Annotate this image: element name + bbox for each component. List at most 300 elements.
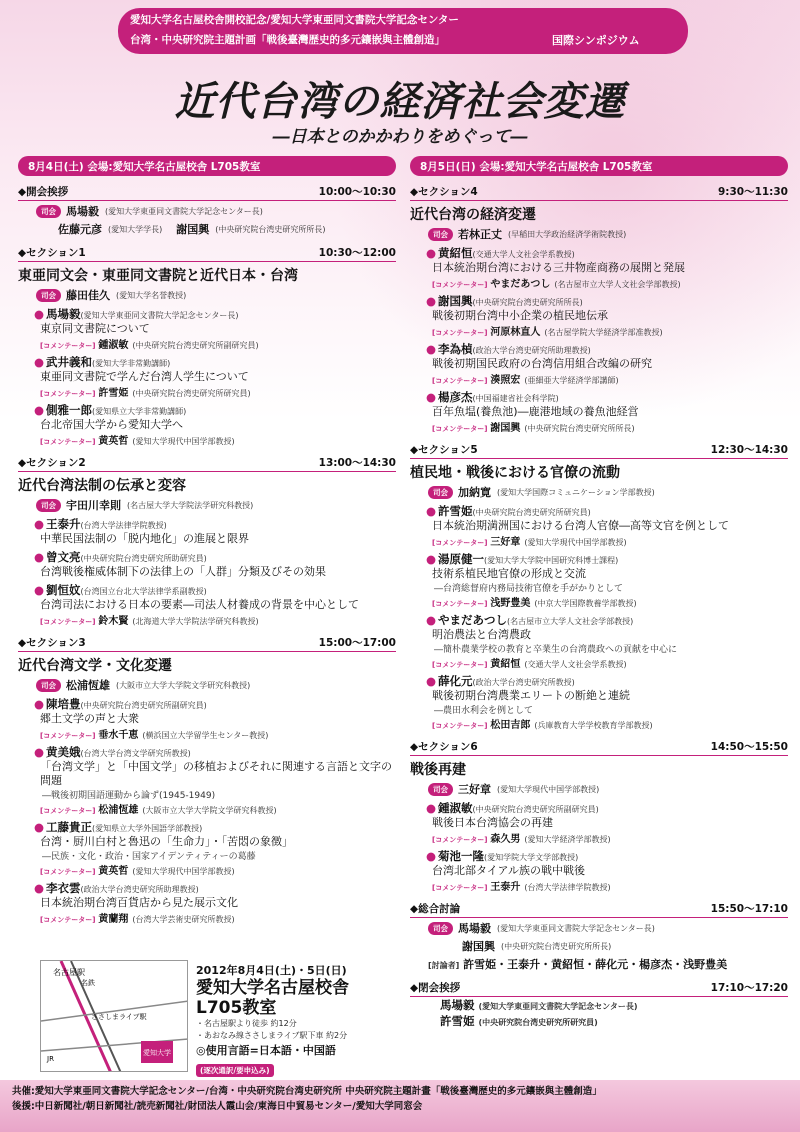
bullet-icon: ● (34, 307, 45, 321)
chair-tag: 司会 (428, 486, 453, 499)
presentation (426, 341, 788, 386)
presentation-subtitle: ―戦後初期国語運動から論ず(1945-1949) (42, 791, 216, 801)
presenter (426, 293, 788, 309)
commentator-name: 謝国興 (490, 423, 521, 434)
event-date: 2012年8月4日(土)・5日(日) (196, 964, 347, 977)
presentation-title: 明治農法と台湾農政 (432, 628, 531, 641)
day1-sections (18, 245, 396, 925)
opening-time: 10:00～10:30 (318, 186, 396, 198)
presenter (34, 696, 396, 712)
presentation-title: 中華民国法制の「脱内地化」の進展と限界 (40, 532, 249, 545)
presenter (426, 389, 788, 405)
commentator-affiliation: (愛知大学現代中国学部教授) (132, 437, 235, 446)
organizer-line-1: 愛知大学名古屋校舎開校記念/愛知大学東亜同文書院大学記念センター (130, 14, 459, 26)
presenter-affiliation: (中央研究院台湾史研究所所長) (472, 298, 583, 307)
chair-tag: 司会 (36, 289, 61, 302)
poster-subtitle: ―日本とのかかわりをめぐって― (272, 127, 528, 147)
day2-header: 8月5日(日) 会場:愛知大学名古屋校舎 L705教室 (410, 156, 788, 176)
presentation (426, 293, 788, 338)
chair-name: 松浦恆雄 (66, 679, 110, 692)
presentation (34, 819, 396, 877)
opening-head: ◆開会挨拶 (18, 186, 69, 198)
presentation-subtitle: ―農田水利会を例として (434, 706, 534, 716)
section-chair (36, 677, 396, 693)
presentation-title: 東亜同文書院で学んだ台湾人学生について (40, 370, 249, 383)
discussion-head: ◆総合討論 (410, 903, 461, 915)
bullet-icon: ● (34, 745, 45, 759)
presenter (426, 612, 788, 628)
commentator-tag: [コメンテーター] (40, 868, 96, 876)
section (410, 739, 788, 893)
map-label-sasashima: ささしまライブ駅 (91, 1013, 147, 1021)
section-label: ◆セクション6 (410, 741, 478, 753)
commentator (432, 716, 788, 731)
venue-name: 愛知大学名古屋校舎 (196, 978, 349, 998)
commentator-tag: [コメンテーター] (40, 807, 96, 815)
section-title: 近代台湾の経済変遷 (410, 207, 536, 223)
commentator-name: 松田吉郎 (490, 720, 531, 731)
commentator-affiliation: (愛知大学経済学部教授) (524, 835, 611, 844)
presentation (426, 800, 788, 845)
presenter-affiliation: (交通大学人文社会学系教授) (472, 250, 575, 259)
presentation (34, 306, 396, 351)
presentation (426, 503, 788, 548)
bullet-icon: ● (34, 403, 45, 417)
presenter-name: 菊池一隆 (438, 849, 485, 863)
commentator-name: 許雪姫 (98, 388, 129, 399)
commentator (40, 336, 396, 351)
presenter-name: 側雅一郎 (46, 403, 93, 417)
commentator-affiliation: (愛知大学現代中国学部教授) (524, 538, 627, 547)
section-label: ◆セクション2 (18, 457, 86, 469)
chair-name: 馬場毅 (458, 922, 491, 935)
commentator-tag: [コメンテーター] (432, 722, 488, 730)
presenter-name: 工藤貴正 (46, 820, 93, 834)
bullet-icon: ● (426, 342, 437, 356)
presenter-affiliation: (愛知大学東亜同文書院大学記念センター長) (80, 311, 239, 320)
closing-head: ◆閉会挨拶 (410, 982, 461, 994)
presentation-title: 郷土文学の声と大衆 (40, 712, 139, 725)
commentator-affiliation: (亜細亜大学経済学部講師) (524, 376, 619, 385)
language-info (196, 1042, 406, 1058)
panel-members: 許雪姫・王泰升・黄紹恒・薛化元・楊彦杰・浅野豊美 (463, 958, 728, 971)
commentator-name: やまだあつし (490, 279, 551, 290)
section-head (18, 455, 396, 472)
closing-remarks (410, 980, 788, 1029)
presentation (34, 549, 396, 579)
presenter (34, 744, 396, 760)
symposium-tag: 国際シンポジウム (552, 34, 640, 47)
bullet-icon: ● (426, 246, 437, 260)
bullet-icon: ● (426, 801, 437, 815)
access-note-2: ・あおなみ線ささしまライブ駅下車 約2分 (196, 1031, 348, 1040)
presentation (34, 744, 396, 816)
section-chair (36, 287, 396, 303)
presenter-affiliation: (愛知県立大学外国語学部教授) (92, 824, 203, 833)
commentator-affiliation: (中央研究院台湾史研究所副研究員) (132, 341, 259, 350)
speaker-affiliation: (中央研究院台湾史研究所研究員) (478, 1018, 598, 1027)
commentator (432, 419, 788, 434)
chair-tag: 司会 (36, 679, 61, 692)
presenter-affiliation: (中国福建省社会科学院) (472, 394, 559, 403)
supporters: 後援:中日新聞社/朝日新聞社/読売新聞社/財団法人霞山会/東海日中貿易センター/愛知大学同窓会 (12, 1101, 423, 1112)
bullet-icon: ● (426, 390, 437, 404)
presenter-name: 李為楨 (438, 342, 473, 356)
section-chair (428, 484, 788, 500)
commentator-tag: [コメンテーター] (432, 539, 488, 547)
commentator-name: 松浦恆雄 (98, 805, 139, 816)
poster-title: 近代台湾の経済社会変遷 (174, 78, 626, 125)
day1-header: 8月4日(土) 会場:愛知大学名古屋校舎 L705教室 (18, 156, 396, 176)
day2-column (410, 156, 788, 1029)
chair-tag: 司会 (36, 205, 61, 218)
section-label: ◆セクション1 (18, 247, 86, 259)
speaker-name: 謝国興 (176, 223, 210, 236)
commentator (432, 533, 788, 548)
commentator (40, 726, 396, 741)
commentator (432, 655, 788, 670)
commentator (432, 594, 788, 609)
presenter-affiliation: (政治大学台湾史研究所助理教授) (472, 346, 591, 355)
section-head (410, 442, 788, 459)
presentation-title: 百年魚塭(養魚池)―鹿港地域の養魚池経営 (432, 405, 639, 418)
commentator-name: 黄紹恒 (490, 659, 521, 670)
commentator-affiliation: (中央研究院台湾史研究所所長) (524, 424, 635, 433)
presenter-name: 李衣雲 (46, 881, 81, 895)
bullet-icon: ● (34, 550, 45, 564)
section-head (410, 184, 788, 201)
presenter (426, 245, 788, 261)
bullet-icon: ● (426, 552, 437, 566)
chair-affiliation: (中央研究院台湾史研究所所長) (501, 941, 612, 951)
section-title: 戦後再建 (410, 762, 466, 778)
presenter-affiliation: (愛知学院大学文学部教授) (484, 853, 579, 862)
commentator-name: 黄蘭翔 (98, 914, 129, 925)
section-time: 9:30～11:30 (717, 186, 788, 198)
commentator-affiliation: (名古屋学院大学経済学部准教授) (544, 328, 663, 337)
commentator (40, 801, 396, 816)
section-title: 近代台湾法制の伝承と変容 (18, 478, 186, 494)
presentation-title: 戦後初期台湾農業エリートの断絶と連続 (432, 689, 630, 702)
section-chair (428, 226, 788, 242)
chair-name: 宇田川幸則 (66, 499, 121, 512)
presenter-name: 武井義和 (46, 355, 93, 369)
presenter-affiliation: (愛知大学非常勤講師) (92, 359, 171, 368)
chair-affiliation: (早稲田大学政治経済学術院教授) (508, 229, 627, 239)
presentation (34, 880, 396, 925)
commentator-tag: [コメンテーター] (432, 377, 488, 385)
speaker-name: 馬場毅 (440, 998, 475, 1012)
presentation-title: 技術系植民地官僚の形成と交流 (432, 567, 586, 580)
organizer-line-2: 台湾・中央研究院主題計画「戦後臺灣歴史的多元鑲嵌與主體創造」 (130, 34, 445, 46)
map-label-aichi: 愛知大学 (143, 1049, 171, 1057)
presentation-title: 台湾戦後権威体制下の法律上の「人群」分類及びその効果 (40, 565, 326, 578)
commentator-affiliation: (名古屋市立大学人文社会学部教授) (554, 280, 681, 289)
presentation-title: 日本統治期台湾における三井物産商務の展開と発展 (432, 261, 685, 274)
presenter (426, 341, 788, 357)
speaker-name: 許雪姫 (440, 1014, 475, 1028)
presenter-name: 湯原健一 (438, 552, 485, 566)
commentator (40, 612, 396, 627)
chair-tag: 司会 (428, 783, 453, 796)
section-head (18, 245, 396, 262)
presenter-affiliation: (中央研究院台湾史研究所研究員) (472, 508, 591, 517)
presentation-title: 日本統治期満洲国における台湾人官僚―高等文官を例として (432, 519, 729, 532)
chair-tag: 司会 (428, 922, 453, 935)
presentation (34, 582, 396, 627)
bullet-icon: ● (426, 504, 437, 518)
section-time: 13:00～14:30 (318, 457, 396, 469)
chair-name: 若林正丈 (458, 228, 502, 241)
presenter-affiliation: (台湾大学法律学院教授) (80, 521, 167, 530)
day1-column (18, 156, 396, 925)
section (18, 635, 396, 925)
section (18, 245, 396, 447)
bullet-icon: ● (34, 517, 45, 531)
commentator (432, 830, 788, 845)
commentator-tag: [コメンテーター] (432, 600, 488, 608)
presentation-title: 戦後初期国民政府の台湾信用組合改編の研究 (432, 357, 652, 370)
section-head (410, 739, 788, 756)
presenter-affiliation: (台湾国立台北大学法律学系副教授) (80, 587, 207, 596)
presenter-name: 曾文亮 (46, 550, 81, 564)
presenter-name: 黄紹恒 (438, 246, 473, 260)
presenter (426, 551, 788, 567)
presenter-name: やまだあつし (438, 613, 508, 627)
commentator-tag: [コメンテーター] (432, 281, 488, 289)
chair-affiliation: (愛知大学国際コミュニケーション学部教授) (497, 487, 655, 497)
commentator-tag: [コメンテーター] (40, 438, 96, 446)
chair-name: 三好章 (458, 783, 491, 796)
commentator-name: 浅野豊美 (490, 598, 531, 609)
presentation-title: 台湾・厨川白村と魯迅の「生命力」・「苦悶の象徴」 (40, 835, 293, 848)
commentator-name: 森久男 (490, 834, 521, 845)
chair-affiliation: (愛知大学現代中国学部教授) (497, 784, 600, 794)
commentator-tag: [コメンテーター] (432, 661, 488, 669)
access-map (40, 960, 188, 1072)
bullet-icon: ● (34, 820, 45, 834)
commentator-affiliation: (横浜国立大学留学生センター教授) (142, 731, 269, 740)
presentation-title: 戦後初期台湾中小企業の植民地伝承 (432, 309, 608, 322)
presenter (34, 516, 396, 532)
presenter (34, 549, 396, 565)
presenter (426, 503, 788, 519)
presentation-title: 台北帝国大学から愛知大学へ (40, 418, 183, 431)
commentator (432, 275, 788, 290)
commentator-tag: [コメンテーター] (40, 390, 96, 398)
presenter-affiliation: (愛知県立大学非常勤講師) (92, 407, 187, 416)
presentation-title: 東京同文書院について (40, 322, 150, 335)
commentator (432, 878, 788, 893)
map-label-nagoya: 名古屋駅 (53, 968, 85, 977)
section-chair (428, 781, 788, 797)
chair-tag: 司会 (428, 228, 453, 241)
commentator-affiliation: (交通大学人文社会学系教授) (524, 660, 627, 669)
section-title: 植民地・戦後における官僚の流動 (410, 465, 620, 481)
presenter-name: 陳培豊 (46, 697, 81, 711)
closing-time: 17:10～17:20 (710, 982, 788, 994)
section-time: 14:50～15:50 (710, 741, 788, 753)
chair-name: 加納寛 (458, 486, 491, 499)
language-label: ◎使用言語=日本語・中国語 (196, 1044, 336, 1057)
section-chair (36, 497, 396, 513)
presentation (426, 389, 788, 434)
speaker-name: 佐藤元彦 (58, 223, 102, 236)
section-time: 12:30～14:30 (710, 444, 788, 456)
presenter (34, 582, 396, 598)
section (18, 455, 396, 627)
commentator-tag: [コメンテーター] (40, 732, 96, 740)
presenter-name: 王泰升 (46, 517, 81, 531)
presenter (426, 800, 788, 816)
presenter-name: 黄美娥 (46, 745, 81, 759)
commentator (432, 371, 788, 386)
presentation (34, 696, 396, 741)
section-label: ◆セクション3 (18, 637, 86, 649)
opening-remarks (18, 184, 396, 237)
commentator (40, 862, 396, 877)
commentator-affiliation: (中京大学国際教養学部教授) (534, 599, 637, 608)
map-label-jr: JR (47, 1055, 54, 1063)
bullet-icon: ● (34, 697, 45, 711)
bullet-icon: ● (34, 881, 45, 895)
section-time: 15:00～17:00 (318, 637, 396, 649)
commentator-name: 河原林直人 (490, 327, 541, 338)
presenter-affiliation: (政治大学台湾史研究所教授) (472, 678, 575, 687)
presenter-affiliation: (中央研究院台湾史研究所副研究員) (472, 805, 599, 814)
presenter-name: 劉恒妏 (46, 583, 81, 597)
bullet-icon: ● (34, 583, 45, 597)
commentator-name: 王泰升 (490, 882, 521, 893)
commentator-tag: [コメンテーター] (40, 342, 96, 350)
presentation-title: 「台湾文学」と「中国文学」の移植およびそれに関連する言語と文字の問題 (40, 760, 392, 787)
commentator-affiliation: (中央研究院台湾史研究所研究員) (132, 389, 251, 398)
chair-name: 藤田佳久 (66, 289, 110, 302)
bullet-icon: ● (426, 674, 437, 688)
presenter-name: 鍾淑敏 (438, 801, 473, 815)
speaker-affiliation: (愛知大学東亜同文書院大学記念センター長) (105, 206, 263, 216)
chair-affiliation: (大阪市立大学大学院文学研究科教授) (116, 680, 251, 690)
presenter (34, 880, 396, 896)
general-discussion (410, 901, 788, 972)
bullet-icon: ● (426, 294, 437, 308)
commentator-name: 鍾淑敏 (98, 340, 129, 351)
commentator-name: 垂水千恵 (98, 730, 139, 741)
speaker-affiliation: (愛知大学学長) (108, 224, 163, 234)
presenter (426, 673, 788, 689)
bullet-icon: ● (34, 355, 45, 369)
presentation-subtitle: ―民族・文化・政治・国家アイデンティティーの葛藤 (42, 852, 256, 862)
chair-affiliation: (愛知大学東亜同文書院大学記念センター長) (497, 923, 655, 933)
commentator-affiliation: (北海道大学大学院法学研究科教授) (132, 617, 259, 626)
day2-sections (410, 184, 788, 893)
speaker-name: 馬場毅 (66, 205, 99, 218)
commentator (40, 910, 396, 925)
commentator-name: 黄英哲 (98, 436, 129, 447)
commentator-tag: [コメンテーター] (432, 329, 488, 337)
venue-room: L705教室 (196, 998, 277, 1018)
section-time: 10:30～12:00 (318, 247, 396, 259)
chair-name: 謝国興 (462, 940, 495, 953)
interpretation-badge: (逐次通訳/要申込み) (196, 1064, 274, 1077)
presenter-affiliation: (名古屋市立大学人文社会学部教授) (507, 617, 634, 626)
commentator-tag: [コメンテーター] (432, 425, 488, 433)
presenter-affiliation: (中央研究院台湾史研究所副研究員) (80, 701, 207, 710)
access-note-1: ・名古屋駅より徒歩 約12分 (196, 1019, 297, 1028)
section (410, 442, 788, 731)
discussion-time: 15:50～17:10 (710, 903, 788, 915)
commentator-tag: [コメンテーター] (432, 884, 488, 892)
chair-affiliation: (名古屋大学大学院法学研究科教授) (127, 500, 254, 510)
footer (0, 1080, 800, 1132)
presenter-name: 馬場毅 (46, 307, 81, 321)
presentation-title: 日本統治期台湾百貨店から見た展示文化 (40, 896, 238, 909)
presenter-affiliation: (台湾大学台湾文学研究所教授) (80, 749, 191, 758)
presenter (34, 306, 396, 322)
event-info (196, 962, 406, 1077)
commentator-tag: [コメンテーター] (432, 836, 488, 844)
presentation (426, 551, 788, 609)
presenter-affiliation: (愛知大学大学院中国研究科博士課程) (484, 556, 619, 565)
presentation-title: 戦後日本台湾協会の再建 (432, 816, 553, 829)
presenter-name: 薛化元 (438, 674, 473, 688)
presenter (34, 819, 396, 835)
presenter (34, 402, 396, 418)
commentator-affiliation: (台湾大学芸術史研究所教授) (132, 915, 235, 924)
map-label-meitetsu: 名鉄 (81, 979, 95, 987)
bullet-icon: ● (426, 613, 437, 627)
commentator (40, 384, 396, 399)
presentation (426, 673, 788, 731)
presenter-affiliation: (政治大学台湾史研究所助理教授) (80, 885, 199, 894)
section-head (18, 635, 396, 652)
section (410, 184, 788, 434)
speaker-affiliation: (中央研究院台湾史研究所所長) (215, 224, 326, 234)
commentator-affiliation: (大阪市立大学大学院文学研究科教授) (142, 806, 277, 815)
presentation (34, 516, 396, 546)
commentator (432, 323, 788, 338)
map-graphic (41, 961, 188, 1072)
commentator-affiliation: (愛知大学現代中国学部教授) (132, 867, 235, 876)
cosponsors: 共催:愛知大学東亜同文書院大学記念センター/台湾・中央研究院台湾史研究所 中央研究院主題計畫「戦後臺灣歴史的多元鑲嵌與主體創造」 (12, 1086, 602, 1097)
presentation-subtitle: ―台湾総督府内務局技術官僚を手がかりとして (434, 584, 624, 594)
chair-affiliation: (愛知大学名誉教授) (116, 290, 187, 300)
commentator (40, 432, 396, 447)
presentation (426, 612, 788, 670)
chair-tag: 司会 (36, 499, 61, 512)
commentator-name: 鈴木賢 (98, 616, 129, 627)
presenter-name: 許雪姫 (438, 504, 473, 518)
presenter-name: 楊彦杰 (438, 390, 473, 404)
section-title: 東亜同文会・東亜同文書院と近代日本・台湾 (18, 268, 298, 284)
commentator-affiliation: (台湾大学法律学院教授) (524, 883, 611, 892)
presentation-title: 台湾司法における日本の要素―司法人材養成の背景を中心として (40, 598, 359, 611)
commentator-tag: [コメンテーター] (40, 916, 96, 924)
presentation (34, 402, 396, 447)
panel-tag: [討論者] (428, 961, 460, 970)
commentator-affiliation: (兵庫教育大学学校教育学部教授) (534, 721, 653, 730)
presenter-affiliation: (中央研究院台湾史研究所助研究員) (80, 554, 207, 563)
presenter-name: 謝国興 (438, 294, 473, 308)
commentator-name: 湊照宏 (490, 375, 521, 386)
bullet-icon: ● (426, 849, 437, 863)
presentation (34, 354, 396, 399)
commentator-tag: [コメンテーター] (40, 618, 96, 626)
presenter (426, 848, 788, 864)
section-title: 近代台湾文学・文化変遷 (18, 658, 172, 674)
speaker-affiliation: (愛知大学東亜同文書院大学記念センター長) (478, 1002, 638, 1011)
presentation-title: 台湾北部タイアル族の戦中戦後 (432, 864, 586, 877)
